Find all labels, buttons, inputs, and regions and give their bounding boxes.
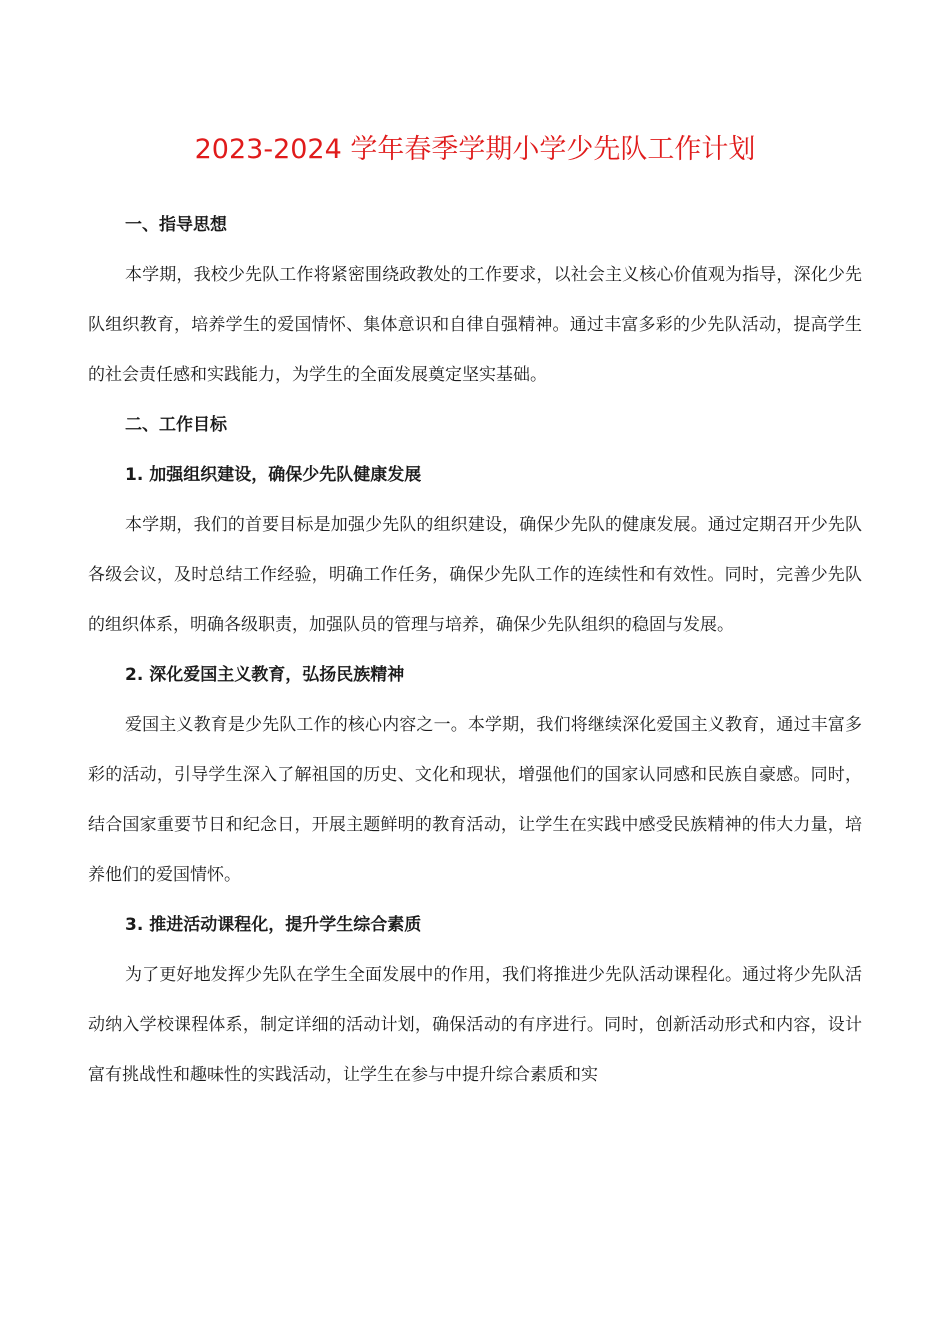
- paragraph-goal-1: 本学期，我们的首要目标是加强少先队的组织建设，确保少先队的健康发展。通过定期召开少先队各级会议，及时总结工作经验，明确工作任务，确保少先队工作的连续性和有效性。同时，完善少先队的组织体系，明确各级职责，加强队员的管理与培养，确保少先队组织的稳固与发展。: [88, 515, 862, 635]
- paragraph-guiding-ideology: 本学期，我校少先队工作将紧密围绕政教处的工作要求，以社会主义核心价值观为指导，深化少先队组织教育，培养学生的爱国情怀、集体意识和自律自强精神。通过丰富多彩的少先队活动，提高学生的社会责任感和实践能力，为学生的全面发展奠定坚实基础。: [88, 265, 862, 385]
- paragraph-goal-3: 为了更好地发挥少先队在学生全面发展中的作用，我们将推进少先队活动课程化。通过将少先队活动纳入学校课程体系，制定详细的活动计划，确保活动的有序进行。同时，创新活动形式和内容，设计富有挑战性和趣味性的实践活动，让学生在参与中提升综合素质和实: [88, 965, 862, 1085]
- subheading-goal-1: 1. 加强组织建设，确保少先队健康发展: [125, 465, 422, 485]
- section-heading-work-goals: 二、工作目标: [125, 415, 227, 435]
- paragraph-goal-2: 爱国主义教育是少先队工作的核心内容之一。本学期，我们将继续深化爱国主义教育，通过丰富多彩的活动，引导学生深入了解祖国的历史、文化和现状，增强他们的国家认同感和民族自豪感。同时，结合国家重要节日和纪念日，开展主题鲜明的教育活动，让学生在实践中感受民族精神的伟大力量，培养他们的爱国情怀。: [88, 715, 862, 885]
- subheading-goal-3: 3. 推进活动课程化，提升学生综合素质: [125, 915, 422, 935]
- subheading-goal-2: 2. 深化爱国主义教育，弘扬民族精神: [125, 665, 405, 685]
- document-title: 2023-2024 学年春季学期小学少先队工作计划: [194, 134, 756, 165]
- document-body: [88, 200, 862, 1100]
- section-heading-guiding-ideology: 一、指导思想: [125, 215, 227, 235]
